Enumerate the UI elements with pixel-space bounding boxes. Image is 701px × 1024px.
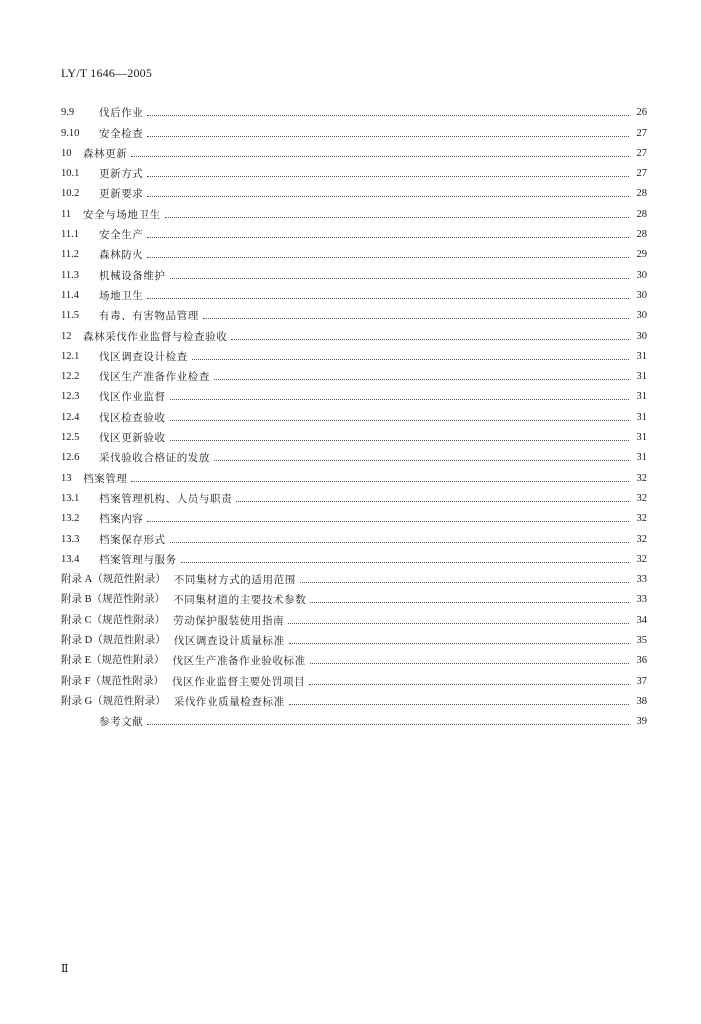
toc-entry-page: 30 xyxy=(636,269,647,281)
toc-entry-title: 伐区调查设计质量标准 xyxy=(173,635,285,648)
toc-entry-page: 28 xyxy=(636,188,647,200)
toc-entry-title: 更新要求 xyxy=(99,188,144,201)
toc-entry-number: 12.2 xyxy=(61,371,80,383)
toc-entry-number: 附录 D（规范性附录） xyxy=(61,635,166,647)
toc-entry-title: 安全与场地卫生 xyxy=(83,208,161,221)
toc-entry-page: 34 xyxy=(636,614,647,626)
toc-entry-title: 安全检查 xyxy=(99,127,144,140)
toc-entry-title: 森林防火 xyxy=(99,249,144,262)
dot-leader xyxy=(147,196,629,197)
toc-entry-page: 32 xyxy=(636,553,647,565)
toc-entry-number: 13.4 xyxy=(61,553,80,565)
toc-entry[interactable] xyxy=(61,403,647,423)
toc-entry-page: 31 xyxy=(636,452,647,464)
toc-entry[interactable] xyxy=(61,221,647,241)
dot-leader xyxy=(181,562,629,563)
toc-entry-title: 劳动保护服装使用指南 xyxy=(173,614,285,627)
toc-entry-title: 有毒、有害物品管理 xyxy=(99,310,199,323)
toc-entry-page: 28 xyxy=(636,229,647,241)
toc-entry-page: 28 xyxy=(636,208,647,220)
toc-entry-page: 26 xyxy=(636,107,647,119)
dot-leader xyxy=(310,663,629,664)
toc-entry-number: 11.4 xyxy=(61,289,79,301)
toc-entry[interactable] xyxy=(61,485,647,505)
toc-entry-title: 更新方式 xyxy=(99,168,144,181)
toc-entry-number: 10 xyxy=(61,147,72,159)
toc-entry-title: 伐区生产准备作业验收标准 xyxy=(172,655,306,668)
toc-entry-number: 13 xyxy=(61,472,72,484)
toc-entry-number: 10.1 xyxy=(61,168,80,180)
dot-leader xyxy=(147,136,629,137)
toc-entry[interactable] xyxy=(61,505,647,525)
table-of-contents xyxy=(61,99,647,728)
page-number: Ⅱ xyxy=(61,963,69,975)
toc-entry-title: 采伐验收合格证的发放 xyxy=(99,452,210,465)
toc-entry[interactable] xyxy=(61,546,647,566)
toc-entry-title: 伐区作业监督主要处罚项目 xyxy=(171,675,306,688)
dot-leader xyxy=(170,440,629,441)
toc-entry[interactable] xyxy=(61,708,647,728)
toc-entry[interactable] xyxy=(61,200,647,220)
dot-leader xyxy=(170,542,629,543)
dot-leader xyxy=(214,460,629,461)
toc-entry-number: 13.2 xyxy=(61,513,80,525)
dot-leader xyxy=(147,298,629,299)
dot-leader xyxy=(165,217,629,218)
toc-entry-number: 11.3 xyxy=(61,269,79,281)
toc-entry-number: 12.4 xyxy=(61,411,80,423)
toc-entry-number: 12.3 xyxy=(61,391,80,403)
dot-leader xyxy=(214,379,629,380)
toc-entry[interactable] xyxy=(61,343,647,363)
dot-leader xyxy=(147,176,629,177)
toc-entry[interactable] xyxy=(61,606,647,626)
dot-leader xyxy=(231,339,629,340)
toc-entry-title: 伐区检查验收 xyxy=(99,411,166,424)
toc-entry[interactable] xyxy=(61,525,647,545)
toc-entry-number: 附录 E（规范性附录） xyxy=(61,655,165,667)
toc-entry[interactable] xyxy=(61,586,647,606)
toc-entry-number: 附录 G（规范性附录） xyxy=(61,695,166,707)
dot-leader xyxy=(289,704,629,705)
toc-entry[interactable] xyxy=(61,627,647,647)
toc-entry-title: 参考文献 xyxy=(99,716,144,729)
toc-entry-title: 伐后作业 xyxy=(99,107,144,120)
toc-entry-page: 27 xyxy=(636,168,647,180)
toc-entry-title: 档案内容 xyxy=(99,513,144,526)
toc-entry-number: 附录 A（规范性附录） xyxy=(61,574,166,586)
toc-entry-title: 不同集材道的主要技术参数 xyxy=(173,594,307,607)
toc-entry[interactable] xyxy=(61,302,647,322)
toc-entry-title: 伐区作业监督 xyxy=(99,391,166,404)
toc-entry-number: 10.2 xyxy=(61,188,80,200)
toc-entry-number: 11.1 xyxy=(61,229,79,241)
dot-leader xyxy=(147,115,629,116)
toc-entry-title: 档案管理机构、人员与职责 xyxy=(99,492,233,505)
toc-entry-title: 档案管理 xyxy=(83,472,128,485)
dot-leader xyxy=(147,724,629,725)
toc-entry-title: 档案保存形式 xyxy=(99,533,166,546)
dot-leader xyxy=(147,521,629,522)
dot-leader xyxy=(309,684,629,685)
toc-entry-page: 27 xyxy=(636,147,647,159)
toc-entry-page: 35 xyxy=(636,635,647,647)
toc-entry-number: 附录 F（规范性附录） xyxy=(61,675,164,687)
dot-leader xyxy=(192,359,629,360)
toc-entry-number: 12 xyxy=(61,330,72,342)
toc-entry-number: 9.10 xyxy=(61,127,80,139)
toc-entry-number: 13.3 xyxy=(61,533,80,545)
toc-entry-title: 伐区调查设计检查 xyxy=(99,350,188,363)
toc-entry-page: 32 xyxy=(636,513,647,525)
toc-entry-number: 11 xyxy=(61,208,72,220)
toc-entry-title: 不同集材方式的适用范围 xyxy=(173,574,296,587)
toc-entry-page: 32 xyxy=(636,533,647,545)
toc-entry-title: 森林采伐作业监督与检查验收 xyxy=(83,330,228,343)
toc-entry[interactable] xyxy=(61,261,647,281)
toc-entry-page: 27 xyxy=(636,127,647,139)
toc-entry-title: 森林更新 xyxy=(83,147,128,160)
toc-entry-page: 29 xyxy=(636,249,647,261)
toc-entry-page: 31 xyxy=(636,350,647,362)
toc-entry-title: 伐区更新验收 xyxy=(99,432,166,445)
toc-entry-page: 32 xyxy=(636,492,647,504)
toc-entry-page: 31 xyxy=(636,391,647,403)
dot-leader xyxy=(131,481,629,482)
dot-leader xyxy=(289,643,629,644)
toc-entry-page: 33 xyxy=(636,574,647,586)
toc-entry-number: 12.5 xyxy=(61,432,80,444)
toc-entry-title: 伐区生产准备作业检查 xyxy=(99,371,210,384)
dot-leader xyxy=(131,156,629,157)
toc-entry[interactable] xyxy=(61,566,647,586)
toc-entry-number: 11.5 xyxy=(61,310,79,322)
toc-entry-number: 附录 B（规范性附录） xyxy=(61,594,166,606)
toc-entry[interactable] xyxy=(61,119,647,139)
dot-leader xyxy=(300,582,629,583)
dot-leader xyxy=(310,602,629,603)
toc-entry-page: 32 xyxy=(636,472,647,484)
toc-entry[interactable] xyxy=(61,241,647,261)
toc-entry-title: 机械设备维护 xyxy=(99,269,166,282)
toc-entry-page: 36 xyxy=(636,655,647,667)
toc-entry[interactable] xyxy=(61,322,647,342)
dot-leader xyxy=(288,623,629,624)
dot-leader xyxy=(170,420,629,421)
toc-entry[interactable] xyxy=(61,383,647,403)
toc-entry[interactable] xyxy=(61,282,647,302)
toc-entry-page: 39 xyxy=(636,716,647,728)
toc-entry[interactable] xyxy=(61,363,647,383)
toc-entry[interactable] xyxy=(61,424,647,444)
toc-entry[interactable] xyxy=(61,160,647,180)
toc-entry-number: 12.1 xyxy=(61,350,80,362)
toc-entry-page: 30 xyxy=(636,310,647,322)
toc-entry-page: 30 xyxy=(636,289,647,301)
toc-entry[interactable] xyxy=(61,140,647,160)
toc-entry[interactable] xyxy=(61,647,647,667)
toc-entry-number: 附录 C（规范性附录） xyxy=(61,614,166,626)
toc-entry-page: 37 xyxy=(636,675,647,687)
toc-entry-page: 31 xyxy=(636,411,647,423)
toc-entry-title: 场地卫生 xyxy=(99,289,144,302)
toc-entry-number: 11.2 xyxy=(61,249,79,261)
toc-entry-number: 13.1 xyxy=(61,492,80,504)
toc-entry-title: 安全生产 xyxy=(99,229,144,242)
toc-entry-number: 9.9 xyxy=(61,107,75,119)
toc-entry-number: 12.6 xyxy=(61,452,80,464)
toc-entry-page: 38 xyxy=(636,695,647,707)
dot-leader xyxy=(203,318,629,319)
toc-entry-page: 31 xyxy=(636,432,647,444)
toc-entry-page: 30 xyxy=(636,330,647,342)
toc-entry-title: 采伐作业质量检查标准 xyxy=(173,695,285,708)
toc-entry[interactable] xyxy=(61,464,647,484)
dot-leader xyxy=(236,501,629,502)
toc-entry[interactable] xyxy=(61,444,647,464)
toc-entry-page: 31 xyxy=(636,371,647,383)
dot-leader xyxy=(170,399,629,400)
toc-entry[interactable] xyxy=(61,180,647,200)
toc-entry-page: 33 xyxy=(636,594,647,606)
dot-leader xyxy=(147,257,629,258)
toc-entry[interactable] xyxy=(61,99,647,119)
toc-entry-title: 档案管理与服务 xyxy=(99,553,177,566)
toc-entry[interactable] xyxy=(61,688,647,708)
dot-leader xyxy=(147,237,629,238)
standard-code-header: LY/T 1646—2005 xyxy=(61,66,153,80)
toc-entry[interactable] xyxy=(61,667,647,687)
dot-leader xyxy=(170,278,629,279)
